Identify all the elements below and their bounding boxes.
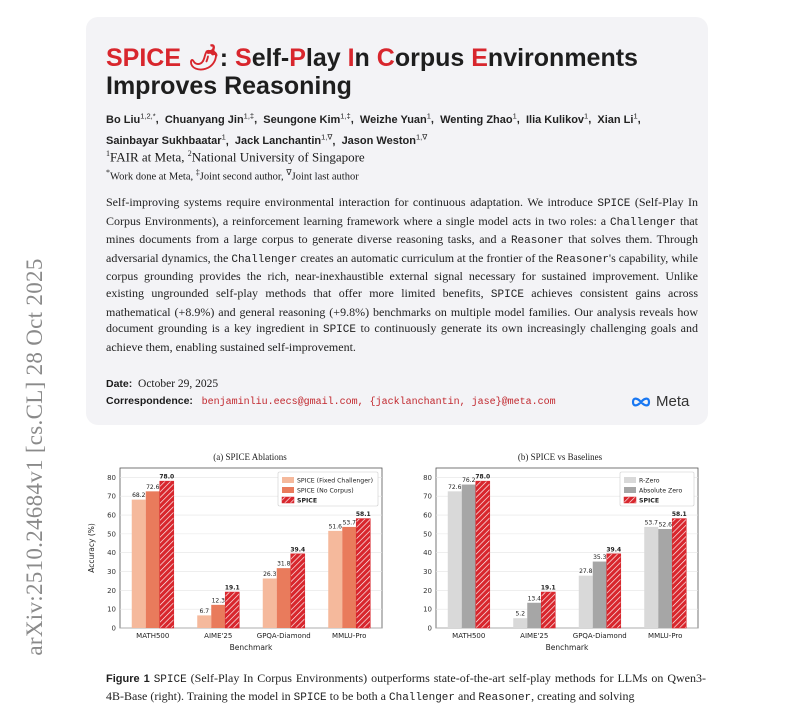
x-tick-label: GPQA-Diamond (256, 632, 311, 640)
data-label: 5.2 (515, 610, 526, 618)
author: Jason Weston$^{1,\nabla}$ (341, 132, 428, 148)
data-label: 53.7 (644, 519, 658, 527)
x-tick-label: MMLU-Pro (332, 632, 367, 640)
data-label: 19.1 (224, 584, 240, 592)
author: Seungone Kim$^{1,\ddagger}$ (263, 111, 351, 126)
x-tick-label: AIME'25 (204, 632, 233, 640)
y-tick-label: 70 (107, 492, 116, 501)
arxiv-identifier: arXiv:2510.24684v1 [cs.CL] 28 Oct 2025 (22, 258, 47, 656)
meta-logo: Meta (630, 393, 689, 410)
bar-spice-fixed-challenger-math500 (132, 500, 146, 628)
y-tick-label: 60 (423, 511, 432, 520)
legend-entry: SPICE (297, 497, 318, 505)
data-label: 72.6 (146, 483, 160, 491)
data-label: 39.4 (606, 546, 622, 554)
data-label: 31.8 (277, 560, 291, 568)
date-line: Date: October 29, 2025 (106, 378, 219, 390)
bar-absolute-zero-aime-25 (527, 603, 541, 628)
data-label: 58.1 (355, 511, 371, 519)
affiliations: $^1$FAIR at Meta, $^2$National University of Singapore *Work done at Meta, ‡Joint second author, ∇Joint last author (106, 146, 696, 186)
y-tick-label: 30 (107, 568, 116, 577)
y-tick-label: 40 (423, 549, 432, 558)
y-tick-label: 50 (423, 530, 432, 539)
data-label: 35.3 (593, 554, 607, 562)
author: Wenting Zhao$^1$ (440, 111, 517, 126)
legend-entry: SPICE (639, 497, 660, 505)
bar-absolute-zero-gpqa-diamond (593, 562, 607, 628)
bar-spice-mmlu-pro (672, 519, 686, 628)
bar-r-zero-math500 (448, 491, 462, 628)
y-tick-label: 10 (107, 605, 116, 614)
x-tick-label: GPQA-Diamond (572, 632, 627, 640)
abstract: Self-improving systems require environmental interaction for continuous adaptation. We introduce SPICE (Self-Play In Corpus Environments), a reinforcement learning framework where a single model acts in two roles: a Challenger that mines documents from a large corpus to generate diverse reasoning tasks, and a Reasoner that solves them. Through adversarial dynamics, the Challenger creates an automatic curriculum at the frontier of the Reasoner's capability, while corpus grounding provides the rich, near-inexhaustible external signal necessary for sustained improvement. Unlike existing ungrounded self-play methods that offer more limited benefits, SPICE achieves consistent gains across mathematical (+8.9%) and general reasoning (+9.8%) benchmarks on multiple model families. Our analysis reveals how document grounding is a key ingredient in SPICE to continuously generate its own increasingly challenging goals and achieve them, enabling sustained self-improvement. (106, 195, 699, 354)
correspondence-line: Correspondence: benjaminliu.eecs@gmail.com, {jacklanchantin, jase}@meta.com (106, 395, 556, 408)
data-label: 12.3 (211, 597, 225, 605)
legend-swatch (282, 477, 294, 483)
data-label: 26.3 (263, 570, 277, 578)
legend-swatch (624, 477, 636, 483)
data-label: 51.6 (328, 523, 342, 531)
bar-spice-no-corpus-mmlu-pro (342, 527, 356, 628)
y-tick-label: 0 (427, 624, 432, 633)
data-label: 39.4 (290, 546, 306, 554)
author: Xian Li$^1$ (597, 111, 638, 126)
bar-spice-no-corpus-math500 (146, 491, 160, 628)
legend-entry: SPICE (Fixed Challenger) (297, 477, 373, 485)
data-label: 68.2 (132, 492, 146, 500)
chili-pepper-icon: 🌶 (187, 44, 220, 72)
figure-caption: Figure 1 SPICE (Self-Play In Corpus Environments) outperforms state-of-the-art self-play methods for LLMs on Qwen3-4B-Base (right). Training the model in SPICE to be both a Challenger and Reasoner, creating and solving (106, 671, 706, 704)
author-list: Bo Liu$^{1,2,*}$, Chuanyang Jin$^{1,\ddagger}$, Seungone Kim$^{1,\ddagger}$, Weizhe Yuan$^1$, Wenting Zhao$^1$, Ilia Kulikov$^1$, Xian Li$^1$, Sainbayar Sukhbaatar$^1$, Jack Lanchantin$^{1,\nabla}$, Jason Weston$^{1,\nabla}$ (106, 111, 641, 148)
y-tick-label: 20 (423, 586, 432, 595)
y-tick-label: 20 (107, 586, 116, 595)
author: Weizhe Yuan$^1$ (359, 111, 431, 126)
data-label: 78.0 (159, 473, 175, 481)
y-tick-label: 40 (107, 549, 116, 558)
y-tick-label: 50 (107, 530, 116, 539)
bar-absolute-zero-mmlu-pro (658, 529, 672, 628)
author: Bo Liu$^{1,2,*}$ (106, 111, 156, 126)
author: Ilia Kulikov$^1$ (525, 111, 589, 126)
paper-title: SPICE 🌶: Self-Play In Corpus Environments Improves Reasoning (106, 44, 638, 100)
y-axis-label: Accuracy (%) (87, 523, 96, 573)
y-tick-label: 80 (423, 473, 432, 482)
bar-spice-fixed-challenger-mmlu-pro (328, 531, 342, 628)
legend-entry: Absolute Zero (639, 487, 683, 495)
y-tick-label: 30 (423, 568, 432, 577)
bar-spice-gpqa-diamond (291, 554, 305, 628)
data-label: 78.0 (475, 473, 491, 481)
legend-entry: R-Zero (639, 477, 660, 485)
author-notes: *Work done at Meta, ‡Joint second author, ∇Joint last author (106, 168, 359, 183)
y-tick-label: 70 (423, 492, 432, 501)
bar-spice-no-corpus-gpqa-diamond (277, 568, 291, 628)
y-tick-label: 80 (107, 473, 116, 482)
y-tick-label: 10 (423, 605, 432, 614)
author: Sainbayar Sukhbaatar$^1$ (106, 132, 226, 148)
bar-r-zero-mmlu-pro (644, 527, 658, 628)
bar-absolute-zero-math500 (462, 485, 476, 628)
legend-swatch (624, 487, 636, 493)
legend-swatch (282, 487, 294, 493)
bar-spice-gpqa-diamond (607, 554, 621, 628)
y-tick-label: 0 (111, 624, 116, 633)
data-label: 6.7 (199, 607, 210, 615)
data-label: 27.8 (579, 568, 593, 576)
x-tick-label: MATH500 (452, 632, 486, 640)
legend-swatch (624, 497, 636, 503)
bar-spice-math500 (476, 481, 490, 628)
x-tick-label: MMLU-Pro (648, 632, 683, 640)
data-label: 52.6 (658, 521, 672, 529)
bar-r-zero-aime-25 (513, 618, 527, 628)
bar-spice-fixed-challenger-aime-25 (197, 615, 211, 628)
bar-spice-no-corpus-aime-25 (211, 605, 225, 628)
x-axis-label: Benchmark (545, 643, 589, 652)
x-axis-label: Benchmark (229, 643, 273, 652)
bar-spice-aime-25 (225, 592, 239, 628)
author: Jack Lanchantin$^{1,\nabla}$ (234, 132, 333, 148)
chart-b-title: (b) SPICE vs Baselines (517, 452, 603, 462)
bar-spice-fixed-challenger-gpqa-diamond (263, 578, 277, 628)
correspondence-emails[interactable]: benjaminliu.eecs@gmail.com, {jacklanchantin, jase}@meta.com (201, 397, 556, 408)
bar-r-zero-gpqa-diamond (579, 576, 593, 628)
chart-ablations (82, 462, 392, 662)
data-label: 76.2 (462, 477, 476, 485)
x-tick-label: AIME'25 (520, 632, 549, 640)
author: Chuanyang Jin$^{1,\ddagger}$ (164, 111, 255, 126)
data-label: 58.1 (671, 511, 687, 519)
y-tick-label: 60 (107, 511, 116, 520)
data-label: 72.6 (448, 483, 462, 491)
bar-spice-math500 (160, 481, 174, 628)
data-label: 53.7 (342, 519, 356, 527)
legend-swatch (282, 497, 294, 503)
data-label: 13.4 (527, 595, 541, 603)
bar-spice-aime-25 (541, 592, 555, 628)
x-tick-label: MATH500 (136, 632, 170, 640)
chart-baselines (398, 462, 708, 662)
legend-entry: SPICE (No Corpus) (297, 487, 354, 495)
bar-spice-mmlu-pro (356, 519, 370, 628)
meta-infinity-icon (630, 396, 652, 408)
chart-a-title: (a) SPICE Ablations (213, 452, 287, 462)
data-label: 19.1 (540, 584, 556, 592)
